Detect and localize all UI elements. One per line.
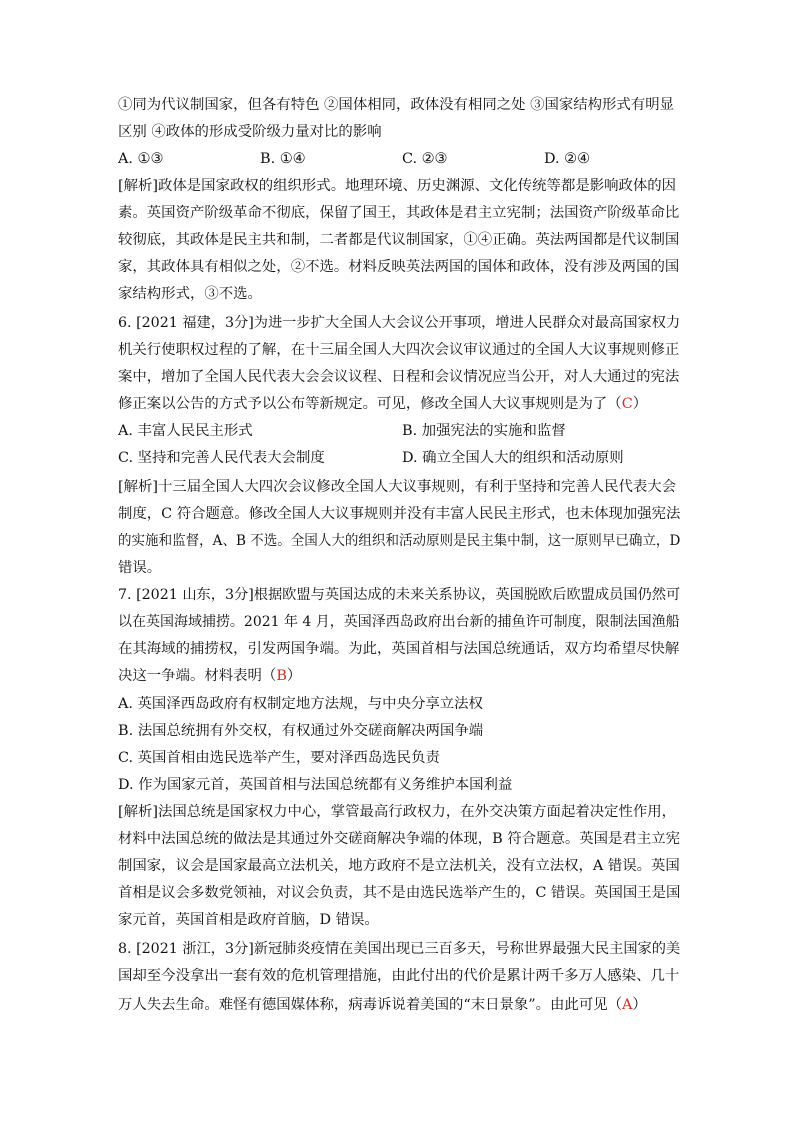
q6-stem-line-2: 机关行使职权过程的了解，在十三届全国人大四次会议审议通过的全国人大议事规则修正 [118,342,680,358]
q7-option-c: C. 英国首相由选民选举产生，要对泽西岛选民负责 [118,750,440,766]
q7-option-b: B. 法国总统拥有外交权，有权通过外交磋商解决两国争端 [118,723,484,739]
q5-stem-line-2: 区别 ④政体的形成受阶级力量对比的影响 [118,124,382,140]
q6-option-d: D. 确立全国人大的组织和活动原则 [402,450,624,466]
q6-option-c: C. 坚持和完善人民代表大会制度 [118,450,325,466]
q5-option-d: D. ②④ [544,151,590,167]
q7-analysis-line-2: 材料中法国总统的做法是其通过外交磋商解决争端的体现，B 符合题意。英国是君主立宪 [118,831,680,847]
q7-stem-line-3: 在其海域的捕捞权，引发两国争端。为此，英国首相与法国总统通话，双方均希望尽快解 [118,641,680,657]
q5-option-a: A. ①③ [118,151,164,167]
q7-analysis-line-4: 首相是议会多数党领袖，对议会负责，其不是由选民选举产生的，C 错误。英国国王是国 [118,885,681,901]
q5-stem-line-1: ①同为代议制国家，但各有特色 ②国体相同，政体没有相同之处 ③国家结构形式有明显 [118,97,674,113]
q6-option-a: A. 丰富人民民主形式 [118,423,253,439]
q5-option-b: B. ①④ [260,151,306,167]
q5-analysis-line-1: [解析]政体是国家政权的组织形式。地理环境、历史渊源、文化传统等都是影响政体的因 [118,178,677,194]
q8-stem-text: 万人失去生命。难怪有德国媒体称，病毒诉说着美国的“末日景象”。由此可见（ [118,997,622,1013]
q6-stem-text: 修正案以公告的方式予以公布等新规定。可见，修改全国人大议事规则是为了（ [118,396,622,412]
q6-option-b: B. 加强宪法的实施和监督 [402,423,566,439]
q7-option-d: D. 作为国家元首，英国首相与法国总统都有义务维护本国利益 [118,777,513,793]
q7-analysis-line-5: 家元首，英国首相是政府首脑，D 错误。 [118,912,379,928]
q8-stem-close: ） [632,997,647,1013]
q7-analysis-line-1: [解析]法国总统是国家权力中心，掌管最高行政权力，在外交决策方面起着决定性作用， [118,804,677,820]
q7-stem-text: 决这一争端。材料表明（ [118,668,277,684]
q8-stem-line-1: 8. [2021 浙江，3分]新冠肺炎疫情在美国出现已三百多天，号称世界最强大民主国家的美 [118,941,681,957]
q5-analysis-line-5: 家结构形式，③不选。 [118,286,262,302]
q6-stem-line-3: 案中，增加了全国人民代表大会会议议程、日程和会议情况应当公开，对人大通过的宪法 [118,369,680,385]
q7-stem-line-4 [118,663,301,689]
q6-analysis-line-3: 的实施和监督，A、B 不选。全国人大的组织和活动原则是民主集中制，这一原则早已确立，D [118,533,681,549]
q6-analysis-line-1: [解析]十三届全国人大四次会议修改全国人大议事规则，有利于坚持和完善人民代表大会 [118,479,677,495]
q6-stem-line-1: 6. [2021 福建，3分]为进一步扩大全国人大会议公开事项，增进人民群众对最高国家权力 [118,315,681,331]
q7-answer: B [276,668,287,684]
q6-answer: C [621,396,633,412]
q8-answer: A [622,997,633,1013]
q5-analysis-line-3: 较彻底，其政体是民主共和制，二者都是代议制国家，①④正确。英法两国都是代议制国 [118,232,680,248]
q6-analysis-line-4: 错误。 [118,560,162,576]
q6-stem-close: ） [632,396,648,412]
q5-analysis-line-4: 家，其政体具有相似之处，②不选。材料反映英法两国的国体和政体，没有涉及两国的国 [118,259,680,275]
q6-analysis-line-2: 制度，C 符合题意。修改全国人大议事规则并没有丰富人民民主形式，也未体现加强宪法 [118,506,681,522]
q5-analysis-line-2: 素。英国资产阶级革命不彻底，保留了国王，其政体是君主立宪制；法国资产阶级革命比 [118,205,680,221]
q7-analysis-line-3: 制国家，议会是国家最高立法机关，地方政府不是立法机关，没有立法权，A 错误。英国 [118,858,680,874]
q7-stem-line-2: 以在英国海域捕捞。2021 年 4 月，英国泽西岛政府出台新的捕鱼许可制度，限制法国渔船 [118,614,680,630]
q7-stem-close: ） [286,668,302,684]
q7-stem-line-1: 7. [2021 山东，3分]根据欧盟与英国达成的未来关系协议，英国脱欧后欧盟成员国仍然可 [118,587,681,603]
q6-stem-line-4 [118,391,647,417]
q7-option-a: A. 英国泽西岛政府有权制定地方法规，与中央分享立法权 [118,696,483,712]
q8-stem-line-3 [118,992,647,1018]
q5-option-c: C. ②③ [402,151,448,167]
q8-stem-line-2: 国却至今没拿出一套有效的危机管理措施，由此付出的代价是累计两千多万人感染、几十 [118,968,680,984]
